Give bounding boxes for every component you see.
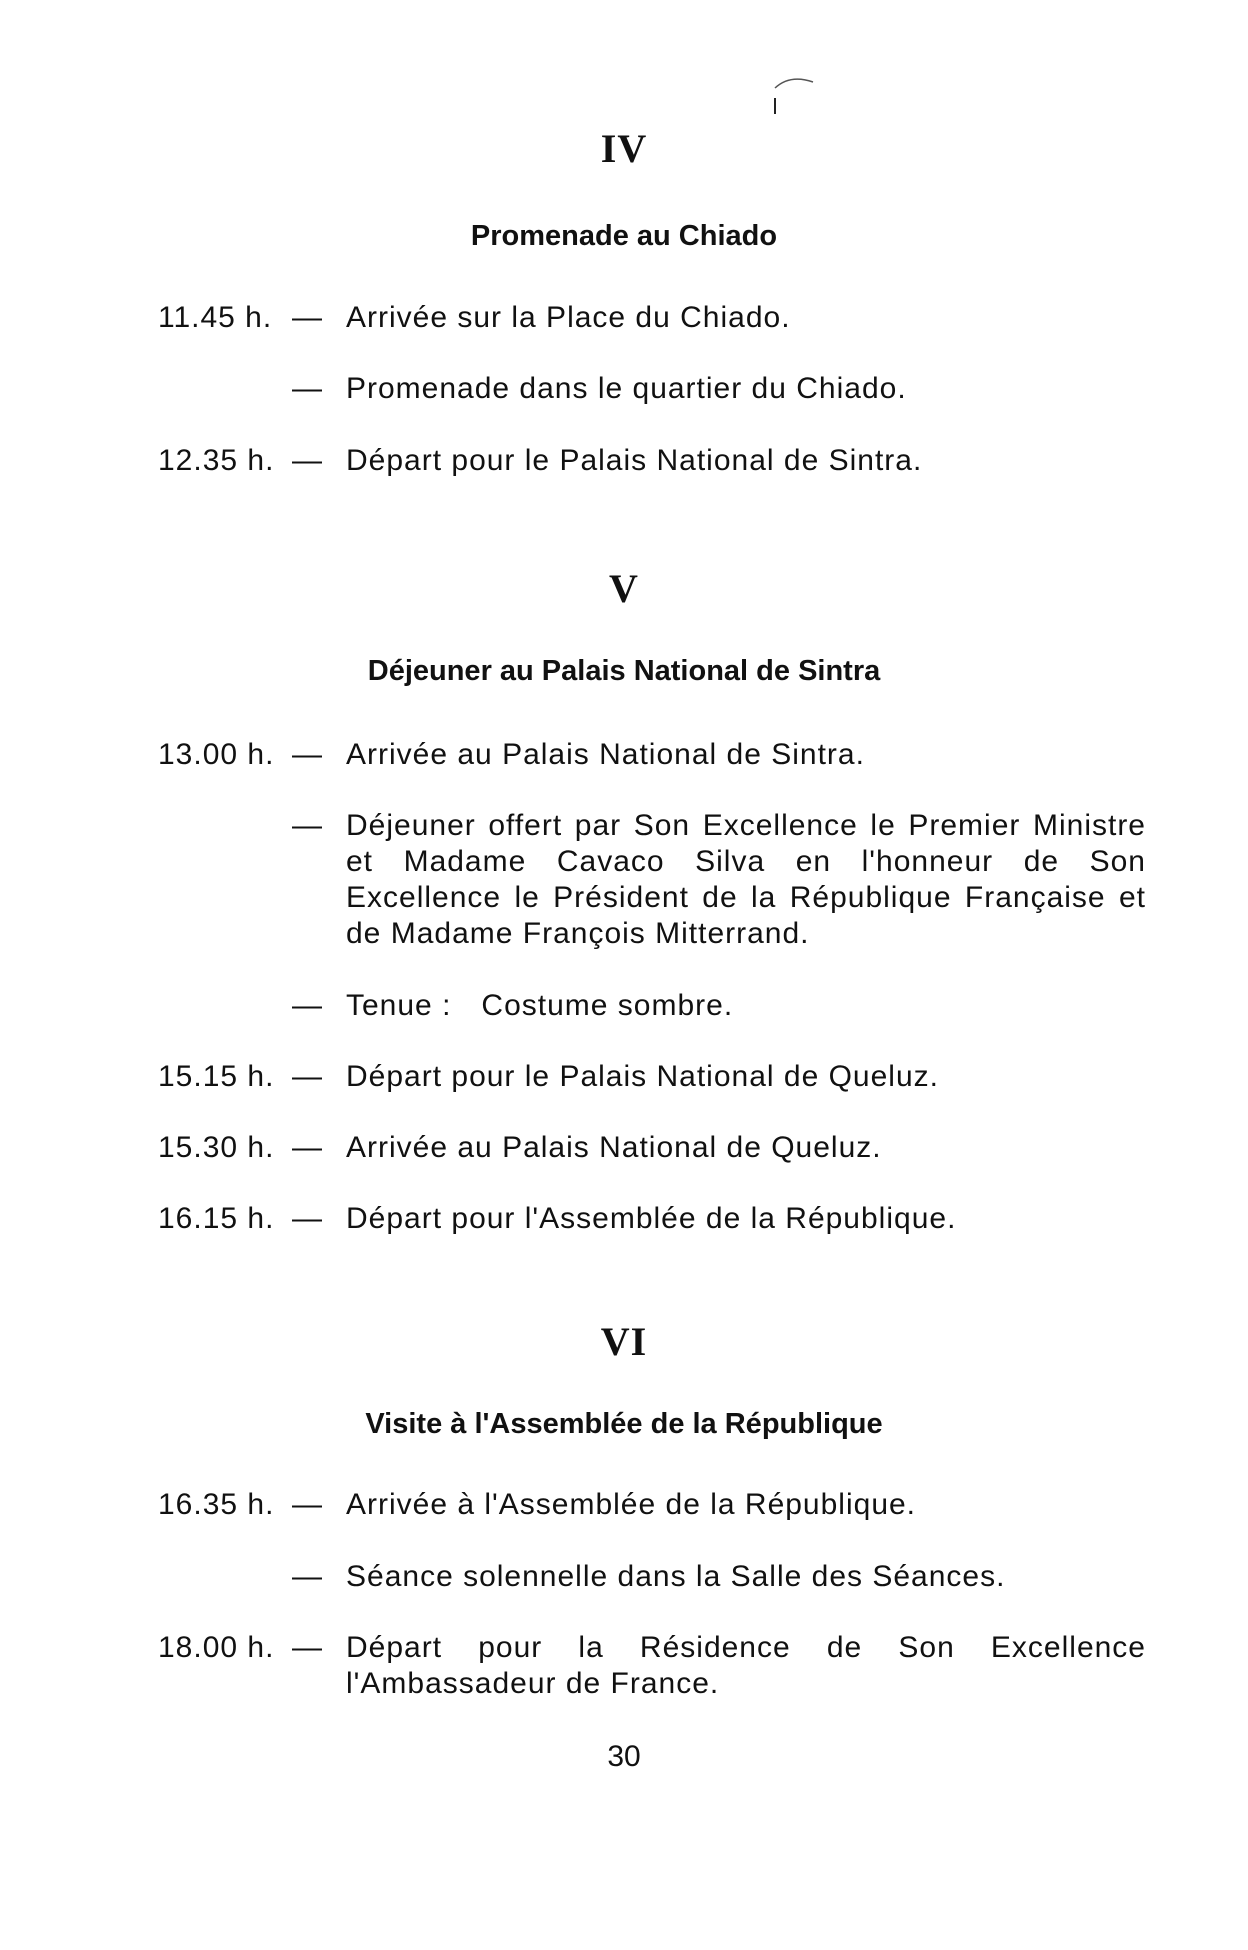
entry-time: 16.35 h. <box>158 1488 275 1521</box>
entry-time: 12.35 h. <box>158 444 275 477</box>
entry-text: Arrivée au Palais National de Sintra. <box>346 738 865 771</box>
schedule-entry <box>158 300 1158 336</box>
schedule-entry <box>158 1630 1158 1702</box>
entry-dash: — <box>292 1060 323 1093</box>
entry-dash: — <box>292 1488 323 1521</box>
schedule-entry <box>158 1059 1158 1095</box>
section-heading: Déjeuner au Palais National de Sintra <box>367 655 881 687</box>
section-numeral: VI <box>600 1319 648 1364</box>
section-heading: Promenade au Chiado <box>470 220 778 252</box>
entry-time: 18.00 h. <box>158 1631 275 1664</box>
schedule-entry <box>158 988 1158 1024</box>
page-number: 30 <box>607 1740 641 1773</box>
entry-dash: — <box>292 738 323 771</box>
entry-text: Séance solennelle dans la Salle des Séances. <box>346 1560 1006 1593</box>
schedule-entry <box>158 443 1158 479</box>
schedule-entry <box>158 371 1158 407</box>
entry-dash: — <box>292 444 323 477</box>
entry-dash: — <box>292 1131 323 1164</box>
entry-time: 11.45 h. <box>158 301 273 334</box>
tenue-label: Tenue : <box>346 989 452 1022</box>
entry-text: Arrivée au Palais National de Queluz. <box>346 1131 882 1164</box>
entry-dash: — <box>292 1631 323 1664</box>
entry-dash: — <box>292 372 323 405</box>
schedule-entry <box>158 1559 1158 1595</box>
entry-dash: — <box>292 989 323 1022</box>
entry-text: Arrivée à l'Assemblée de la République. <box>346 1488 917 1521</box>
entry-dash: — <box>292 1560 323 1593</box>
section-numeral: V <box>609 566 639 611</box>
tenue-value: Costume sombre. <box>481 989 734 1022</box>
schedule-entry <box>158 737 1158 773</box>
entry-text: Départ pour le Palais National de Sintra. <box>346 444 923 477</box>
entry-text: Arrivée sur la Place du Chiado. <box>346 301 791 334</box>
entry-time: 15.15 h. <box>158 1060 275 1093</box>
schedule-entry <box>158 1130 1158 1166</box>
scan-mark <box>765 70 825 120</box>
section-heading: Visite à l'Assemblée de la République <box>365 1408 883 1440</box>
schedule-entry <box>158 1201 1158 1237</box>
entry-text: Départ pour le Palais National de Queluz. <box>346 1060 939 1093</box>
entry-text: Déjeuner offert par Son Excellence le Premier Ministre et Madame Cavaco Silva en l'honneur de Son Excellence le Président de la République Française et de Madame François Mitterrand. <box>346 809 1146 950</box>
entry-text: Départ pour la Résidence de Son Excellence l'Ambassadeur de France. <box>346 1631 1146 1700</box>
entry-dash: — <box>292 301 323 334</box>
entry-time: 16.15 h. <box>158 1202 275 1235</box>
schedule-entry <box>158 808 1158 952</box>
entry-text: Départ pour l'Assemblée de la République. <box>346 1202 957 1235</box>
entry-dash: — <box>292 1202 323 1235</box>
entry-dash: — <box>292 809 323 842</box>
section-numeral: IV <box>600 126 648 171</box>
entry-text: Promenade dans le quartier du Chiado. <box>346 372 907 405</box>
entry-time: 13.00 h. <box>158 738 275 771</box>
schedule-entry <box>158 1487 1158 1523</box>
entry-time: 15.30 h. <box>158 1131 275 1164</box>
